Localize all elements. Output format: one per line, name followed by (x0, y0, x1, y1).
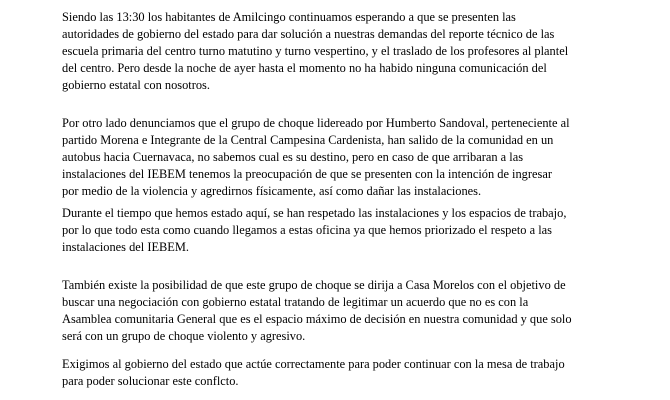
paragraph-denuncia: Por otro lado denunciamos que el grupo de choque lidereado por Humberto Sandoval, perteneciente al partido Morena e Integrante de la Central Campesina Cardenista, han salido de la comunidad en un autobus hacia Cuernavaca, no sabemos cual es su destino, pero en caso de que arribaran a las instalaciones del IEBEM tenemos la preocupación de que se presenten con la intención de ingresar por medio de la violencia y agredirnos físicamente, así como dañar las instalaciones. (62, 116, 570, 198)
paragraph-instalaciones: Durante el tiempo que hemos estado aquí, se han respetado las instalaciones y los espacios de trabajo, por lo que todo esta como cuando llegamos a estas oficina ya que hemos priorizado el respeto a las instalaciones del IEBEM. (62, 206, 567, 254)
paragraph-casa-morelos: También existe la posibilidad de que este grupo de choque se dirija a Casa Morelos con el objetivo de buscar una negociación con gobierno estatal tratando de legitimar un acuerdo que no es con la Asamblea comunitaria General que es el espacio máximo de decisión en nuestra comunidad y que solo será con un grupo de choque violento y agresivo. (62, 278, 572, 343)
paragraph-exigencia: Exigimos al gobierno del estado que actúe correctamente para poder continuar con la mesa de trabajo para poder solucionar este conflcto. (62, 357, 565, 388)
paragraph-status: Siendo las 13:30 los habitantes de Amilcingo continuamos esperando a que se presenten las autoridades de gobierno del estado para dar solución a nuestras demandas del reporte técnico de las escuela primaria del centro turno matutino y turno vespertino, y el traslado de los profesores al plantel del centro. Pero desde la noche de ayer hasta el momento no ha habido ninguna comunicación del gobierno estatal con nosotros. (62, 10, 569, 92)
